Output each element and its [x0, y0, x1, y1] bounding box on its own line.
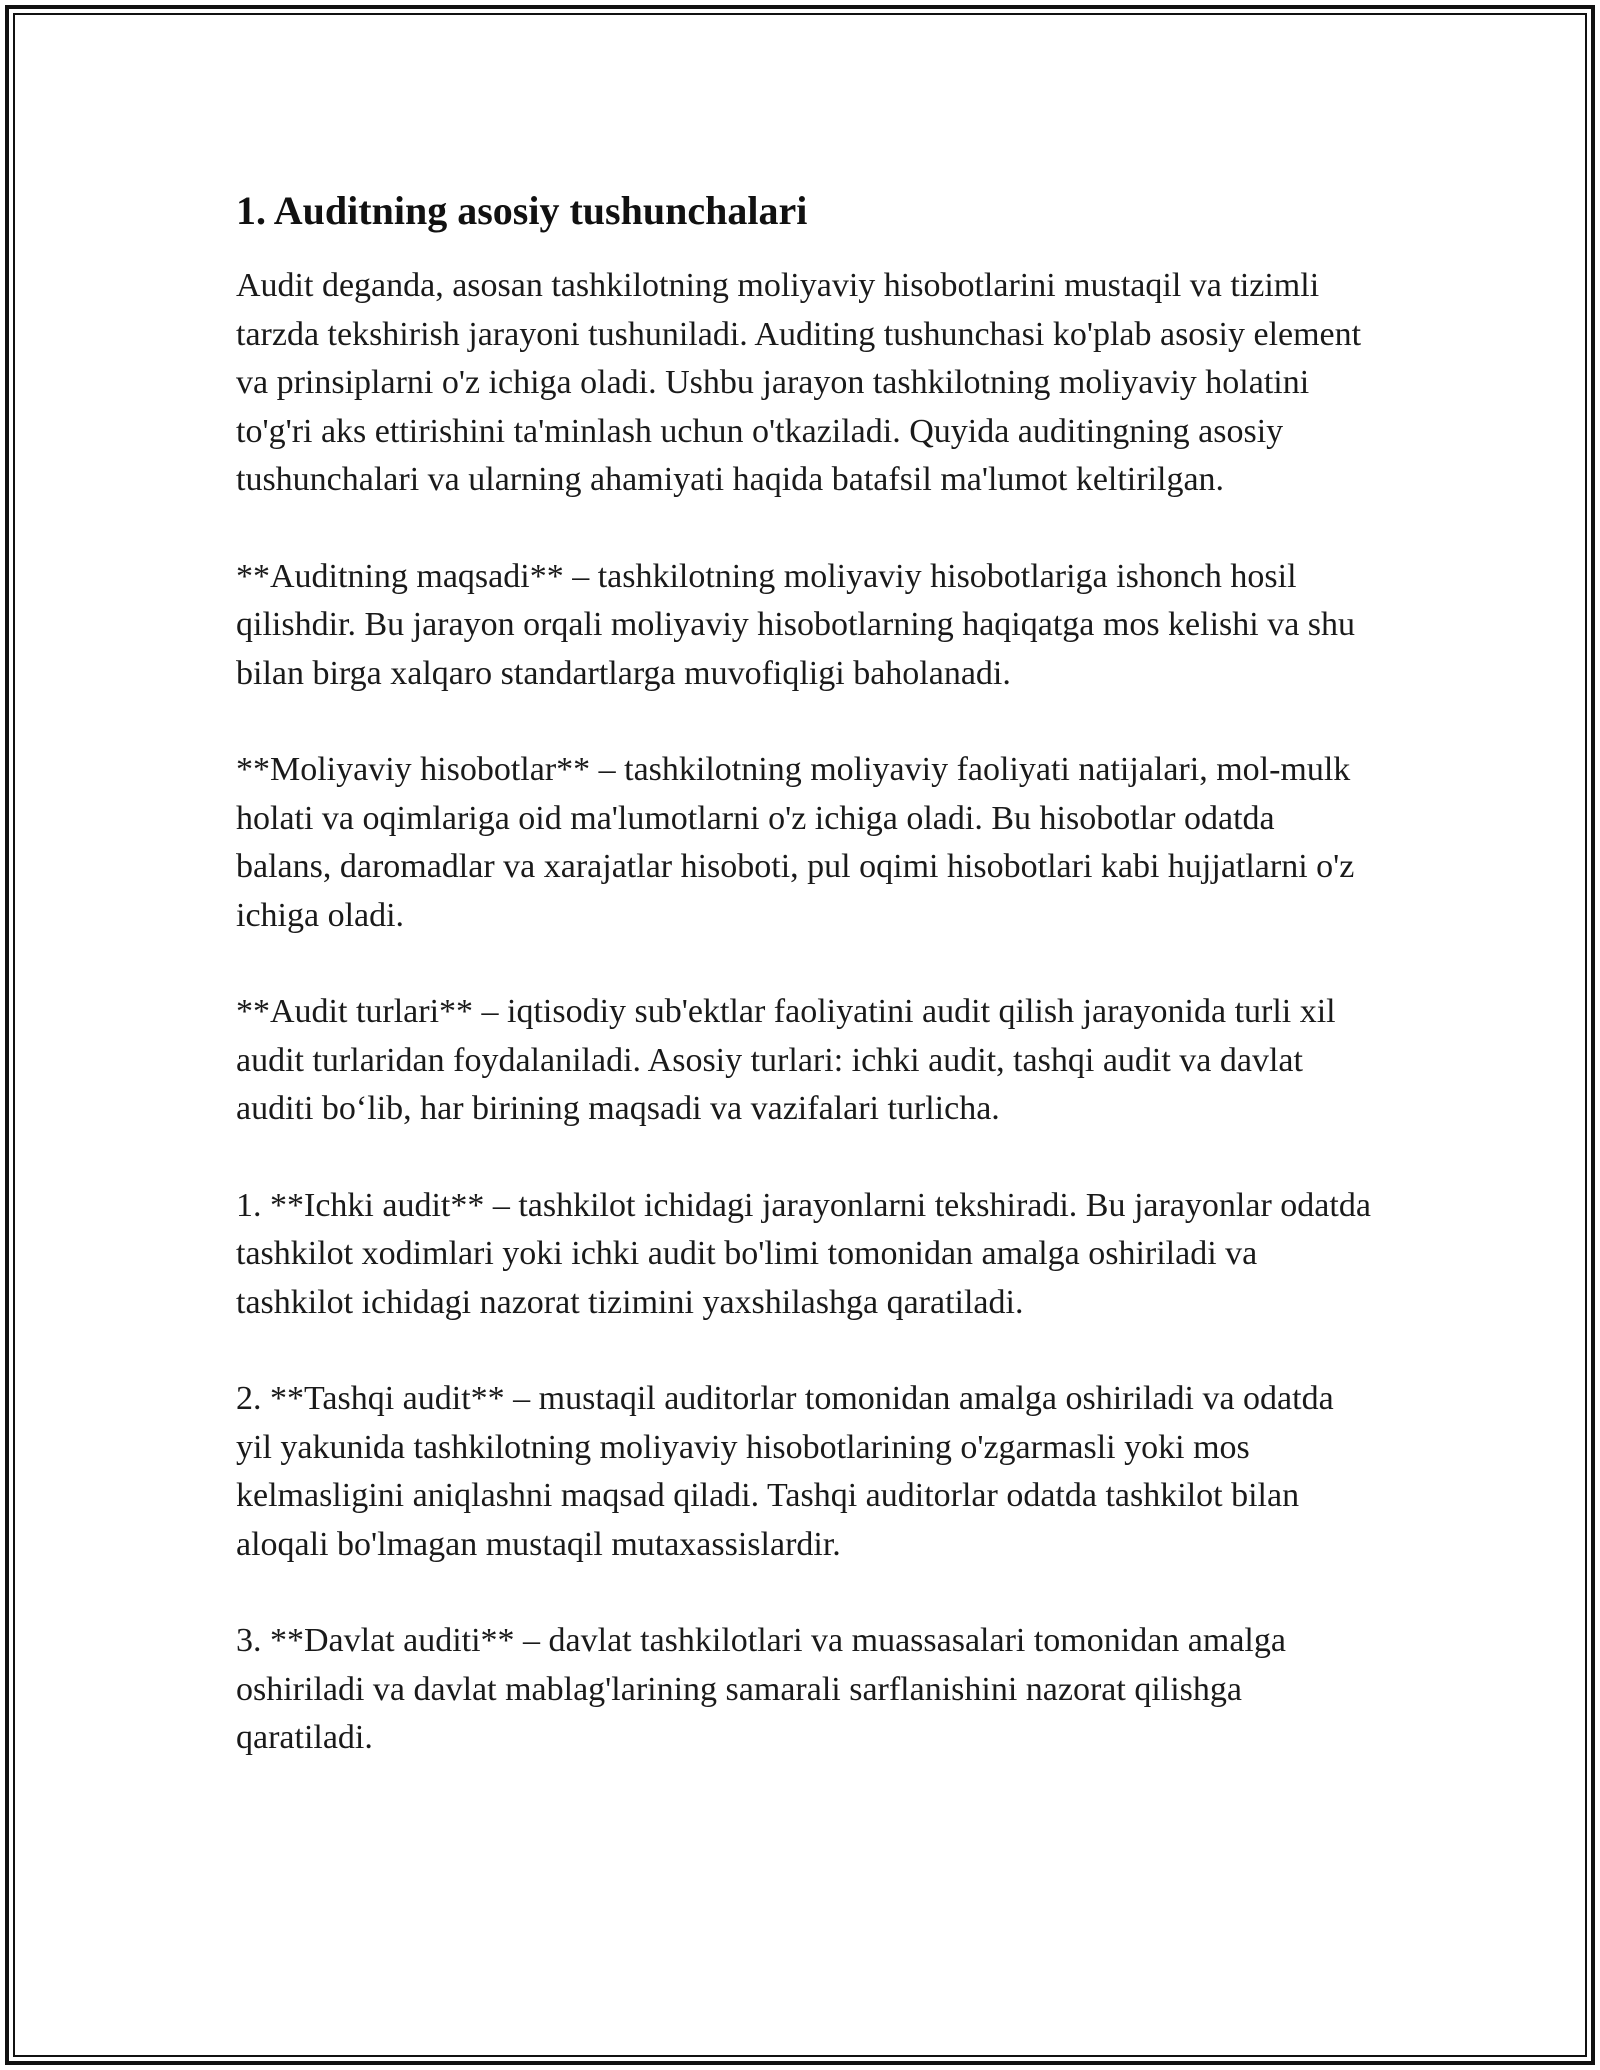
external-audit-paragraph: 2. **Tashqi audit** – mustaqil auditorlar tomonidan amalga oshiriladi va odatda yil yakunida tashkilotning moliyaviy hisobotlarining o'zgarmasli yoki mos kelmasligini aniqlashni maqsad qiladi. Tashqi auditorlar odatda tashkilot bilan aloqali bo'lmagan mustaqil mutaxassislardir. [236, 1380, 1334, 1563]
internal-audit-paragraph: 1. **Ichki audit** – tashkilot ichidagi jarayonlarni tekshiradi. Bu jarayonlar odatda tashkilot xodimlari yoki ichki audit bo'limi tomonidan amalga oshiriladi va tashkilot ichidagi nazorat tizimini yaxshilashga qaratiladi. [236, 1186, 1371, 1321]
intro-paragraph: Audit deganda, asosan tashkilotning moliyaviy hisobotlarini mustaqil va tizimli tarzda tekshirish jarayoni tushuniladi. Auditing tushunchasi ko'plab asosiy element va prinsiplarni o'z ichiga oladi. Ushbu jarayon tashkilotning moliyaviy holatini to'g'ri aks ettirishini ta'minlash uchun o'tkaziladi. Quyida auditingning asosiy tushunchalari va ularning ahamiyati haqida batafsil ma'lumot keltirilgan. [236, 267, 1362, 498]
audit-purpose-paragraph: **Auditning maqsadi** – tashkilotning moliyaviy hisobotlariga ishonch hosil qilishdir. Bu jarayon orqali moliyaviy hisobotlarning haqiqatga mos kelishi va shu bilan birga xalqaro standartlarga muvofiqligi baholanadi. [236, 557, 1356, 692]
state-audit-paragraph: 3. **Davlat auditi** – davlat tashkilotlari va muassasalari tomonidan amalga oshiriladi va davlat mablag'larining samarali sarflanishini nazorat qilishga qaratiladi. [236, 1622, 1286, 1756]
document-body [236, 186, 1376, 1811]
audit-types-paragraph: **Audit turlari** – iqtisodiy sub'ektlar faoliyatini audit qilish jarayonida turli xil audit turlaridan foydalaniladi. Asosiy turlari: ichki audit, tashqi audit va davlat auditi bo‘lib, har birining maqsadi va vazifalari turlicha. [236, 993, 1336, 1127]
financial-statements-paragraph: **Moliyaviy hisobotlar** – tashkilotning moliyaviy faoliyati natijalari, mol-mulk holati va oqimlariga oid ma'lumotlarni o'z ichiga oladi. Bu hisobotlar odatda balans, daromadlar va xarajatlar hisoboti, pul oqimi hisobotlari kabi hujjatlarni o'z ichiga oladi. [236, 751, 1355, 934]
section-heading: 1. Auditning asosiy tushunchalari [236, 188, 808, 233]
